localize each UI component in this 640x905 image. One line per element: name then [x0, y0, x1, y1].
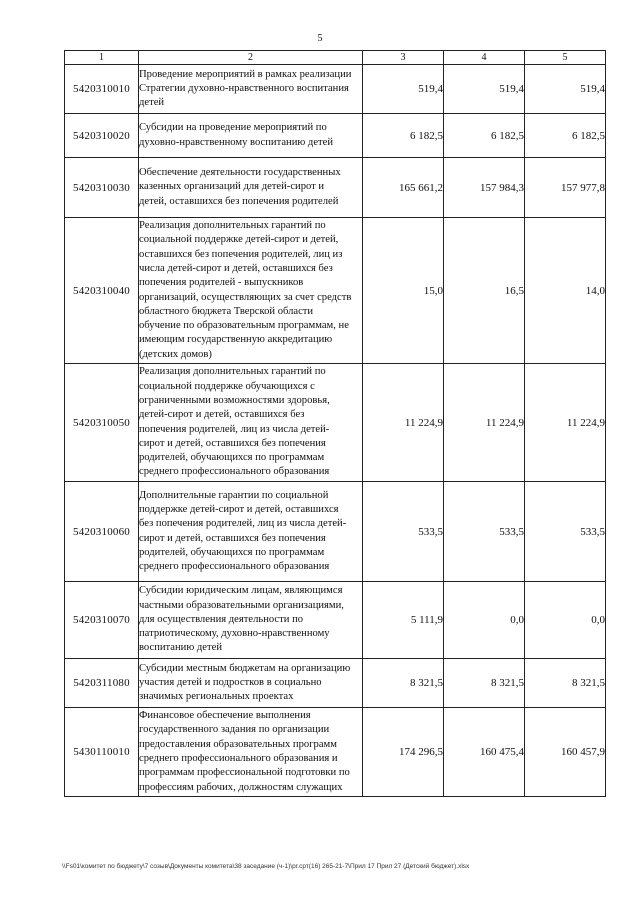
- description-line: поддержке детей-сирот и детей, оставшихся: [139, 503, 339, 515]
- row-value-col-4: 157 984,3: [444, 158, 525, 218]
- description-line: среднего профессионального образования и: [139, 753, 338, 764]
- description-line: Обеспечение деятельности государственных: [139, 167, 341, 179]
- description-line: для осуществления деятельности по: [139, 613, 304, 625]
- row-value-col-3: 174 296,5: [363, 708, 444, 797]
- table-row: [65, 582, 606, 659]
- row-value-col-5: 519,4: [525, 65, 606, 114]
- description-line: Реализация дополнительных гарантий по: [139, 220, 326, 232]
- row-description: [139, 659, 363, 708]
- table-row: [65, 364, 606, 482]
- row-code: 5420310070: [65, 582, 139, 659]
- description-line: духовно-нравственному воспитанию детей: [139, 136, 334, 148]
- row-value-col-5: 11 224,9: [525, 364, 606, 482]
- row-code: 5420310030: [65, 158, 139, 218]
- row-code: 5420310040: [65, 218, 139, 364]
- row-value-col-4: 16,5: [444, 218, 525, 364]
- page-number: 5: [317, 33, 323, 44]
- description-line: попечения родителей, лиц из числа детей-: [139, 423, 330, 435]
- row-description: [139, 218, 363, 364]
- budget-table: [64, 50, 606, 797]
- row-code: 5420310060: [65, 482, 139, 582]
- description-line: Субсидии юридическим лицам, являющимся: [139, 585, 343, 597]
- description-line: социальной поддержке обучающихся с: [139, 380, 315, 392]
- row-code: 5420310050: [65, 364, 139, 482]
- description-line: патриотическому, духовно-нравственному: [139, 628, 330, 640]
- description-line: попечения родителей - выпускников: [139, 277, 304, 289]
- row-value-col-3: 8 321,5: [363, 659, 444, 708]
- table-row: [65, 218, 606, 364]
- row-description: [139, 114, 363, 158]
- description-line: обучение по образовательным программам, не: [139, 320, 349, 332]
- row-value-col-3: 519,4: [363, 65, 444, 114]
- row-code: 5430110010: [65, 708, 139, 797]
- row-value-col-4: 11 224,9: [444, 364, 525, 482]
- row-value-col-4: 519,4: [444, 65, 525, 114]
- row-value-col-3: 165 661,2: [363, 158, 444, 218]
- header-col-2: 2: [139, 51, 363, 65]
- description-line: казенных организаций для детей-сирот и: [139, 181, 325, 193]
- description-line: профессиям рабочих, должностям служащих: [139, 781, 343, 793]
- description-line: воспитанию детей: [139, 642, 222, 654]
- row-value-col-4: 8 321,5: [444, 659, 525, 708]
- row-value-col-3: 15,0: [363, 218, 444, 364]
- row-value-col-5: 533,5: [525, 482, 606, 582]
- row-value-col-5: 6 182,5: [525, 114, 606, 158]
- header-col-3: 3: [363, 51, 444, 65]
- description-line: предоставления образовательных программ: [139, 738, 337, 750]
- description-line: (детских домов): [139, 348, 212, 360]
- row-description: [139, 158, 363, 218]
- header-col-1: 1: [65, 51, 139, 65]
- header-col-4: 4: [444, 51, 525, 65]
- description-line: среднего профессионального образования: [139, 561, 330, 573]
- description-line: детей, оставшихся без попечения родителей: [139, 195, 339, 207]
- table-row: [65, 158, 606, 218]
- description-line: родителей, обучающихся по программам: [139, 546, 325, 558]
- description-line: сирот и детей, оставшихся без попечения: [139, 532, 326, 544]
- description-line: участия детей и подростков в социально: [139, 676, 322, 688]
- row-code: 5420310020: [65, 114, 139, 158]
- header-row: [65, 51, 606, 65]
- description-line: Субсидии на проведение мероприятий по: [139, 122, 327, 134]
- row-description: [139, 708, 363, 797]
- description-line: среднего профессионального образования: [139, 466, 330, 478]
- table-row: [65, 659, 606, 708]
- row-value-col-3: 11 224,9: [363, 364, 444, 482]
- description-line: частными образовательными организациями,: [139, 599, 344, 611]
- row-value-col-3: 533,5: [363, 482, 444, 582]
- description-line: Финансовое обеспечение выполнения: [139, 710, 311, 722]
- table-row: [65, 482, 606, 582]
- description-line: Дополнительные гарантии по социальной: [139, 489, 329, 501]
- row-value-col-4: 160 475,4: [444, 708, 525, 797]
- description-line: областного бюджета Тверской области: [139, 305, 314, 317]
- description-line: детей: [139, 97, 165, 109]
- row-description: [139, 65, 363, 114]
- table-row: [65, 114, 606, 158]
- row-value-col-4: 6 182,5: [444, 114, 525, 158]
- description-line: детей-сирот и детей, оставшихся без: [139, 409, 305, 421]
- row-code: 5420310010: [65, 65, 139, 114]
- row-value-col-4: 0,0: [444, 582, 525, 659]
- description-line: Реализация дополнительных гарантий по: [139, 366, 326, 378]
- row-value-col-5: 8 321,5: [525, 659, 606, 708]
- description-line: программам профессиональной подготовки по: [139, 767, 350, 779]
- description-line: родителей, обучающихся по программам: [139, 452, 325, 464]
- description-line: числа детей-сирот и детей, оставшихся без: [139, 262, 333, 274]
- file-path-footer: \\Fs01\комитет по бюджету\7 созыв\Документы комитета\38 заседание (ч-1)\рг.срт(16) 265-21-7\Прил 17 Прил 27 (Детский бюджет).xlsx: [62, 863, 470, 870]
- row-value-col-4: 533,5: [444, 482, 525, 582]
- row-description: [139, 482, 363, 582]
- header-col-5: 5: [525, 51, 606, 65]
- description-line: сирот и детей, оставшихся без попечения: [139, 437, 326, 449]
- description-line: имеющим государственную аккредитацию: [139, 334, 333, 346]
- description-line: государственного задания по организации: [139, 724, 330, 736]
- description-line: организаций, осуществляющих за счет средств: [139, 291, 352, 303]
- row-description: [139, 364, 363, 482]
- row-value-col-5: 14,0: [525, 218, 606, 364]
- table-row: [65, 708, 606, 797]
- row-code: 5420311080: [65, 659, 139, 708]
- description-line: значимых региональных проектах: [139, 691, 294, 703]
- description-line: социальной поддержке детей-сирот и детей,: [139, 234, 339, 246]
- row-value-col-5: 0,0: [525, 582, 606, 659]
- description-line: Стратегии духовно-нравственного воспитания: [139, 82, 349, 94]
- row-value-col-5: 160 457,9: [525, 708, 606, 797]
- table-row: [65, 65, 606, 114]
- row-value-col-3: 6 182,5: [363, 114, 444, 158]
- row-value-col-5: 157 977,8: [525, 158, 606, 218]
- description-line: оставшихся без попечения родителей, лиц из: [139, 248, 343, 260]
- description-line: Субсидии местным бюджетам на организацию: [139, 662, 351, 674]
- description-line: без попечения родителей, лиц из числа детей-: [139, 518, 347, 530]
- row-description: [139, 582, 363, 659]
- description-line: ограниченными возможностями здоровья,: [139, 394, 330, 406]
- row-value-col-3: 5 111,9: [363, 582, 444, 659]
- description-line: Проведение мероприятий в рамках реализации: [139, 68, 352, 80]
